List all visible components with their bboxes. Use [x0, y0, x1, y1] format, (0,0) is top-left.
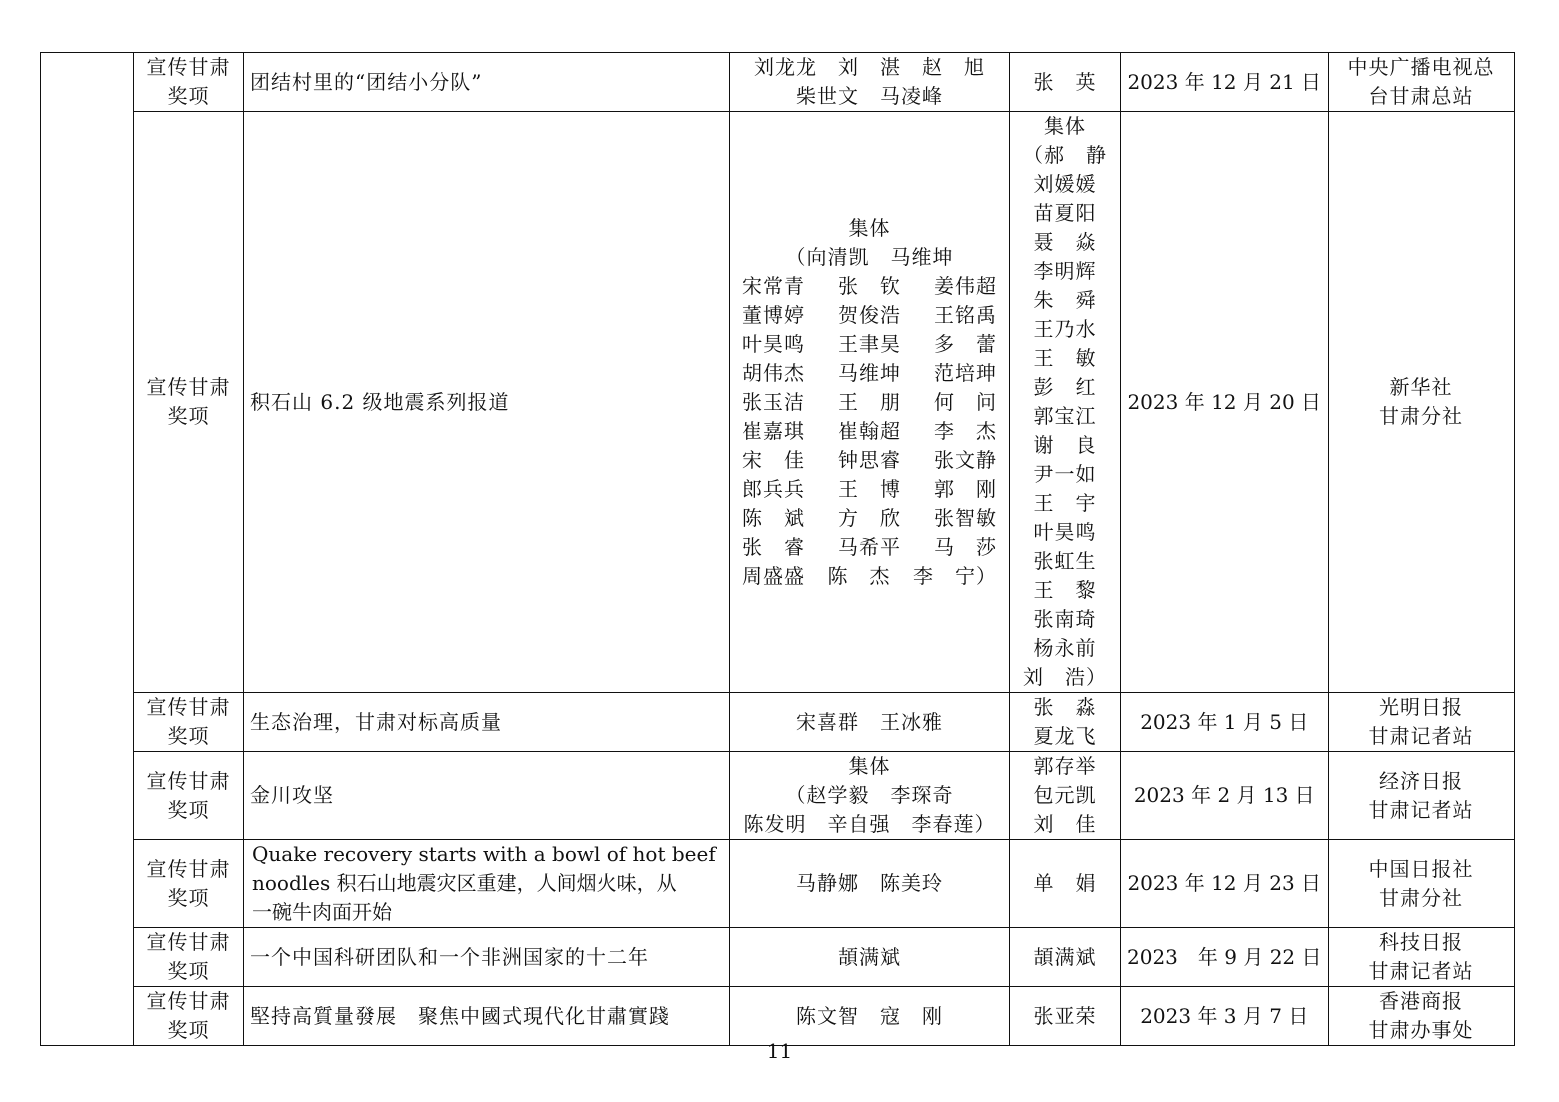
publisher-cell: 新华社 甘肃分社 — [1328, 112, 1514, 693]
publish-date: 2023 年 12 月 23 日 — [1121, 840, 1329, 928]
work-title: 生态治理，甘肃对标高质量 — [244, 693, 730, 752]
publisher-cell: 科技日报 甘肃记者站 — [1328, 928, 1514, 987]
publish-date: 2023 年 9 月 22 日 — [1121, 928, 1329, 987]
author-line: 张玉洁 王 朋 何 问 — [742, 389, 997, 414]
author-line: 郎兵兵 王 博 郭 刚 — [742, 476, 997, 501]
editor-cell: 张 英 — [1010, 53, 1121, 112]
author-line: 董博婷 贺俊浩 王铭禹 — [742, 302, 997, 327]
author-line: 周盛盛 陈 杰 李 宁） — [742, 563, 997, 588]
authors-cell: 马静娜 陈美玲 — [730, 840, 1010, 928]
work-title: 积石山 6.2 级地震系列报道 — [244, 112, 730, 693]
publish-date: 2023 年 12 月 21 日 — [1121, 53, 1329, 112]
publish-date: 2023 年 2 月 13 日 — [1121, 752, 1329, 840]
blank-first-column — [41, 53, 134, 1046]
category-cell: 宣传甘肃 奖项 — [134, 53, 244, 112]
table-row — [41, 752, 1515, 840]
publish-date: 2023 年 3 月 7 日 — [1121, 987, 1329, 1046]
editor-cell: 集体 （郝 静 刘媛媛 苗夏阳 聂 焱 李明辉 朱 舜 王乃水 王 敏 彭 红 郭宝江 谢 良 尹一如 王 宇 叶昊鸣 张虹生 王 黎 张南琦 杨永前 刘 浩） — [1010, 112, 1121, 693]
category-cell: 宣传甘肃 奖项 — [134, 987, 244, 1046]
publish-date: 2023 年 12 月 20 日 — [1121, 112, 1329, 693]
category-cell: 宣传甘肃 奖项 — [134, 112, 244, 693]
table-row — [41, 840, 1515, 928]
table-row — [41, 53, 1515, 112]
category-cell: 宣传甘肃 奖项 — [134, 693, 244, 752]
authors-cell: 陈文智 寇 刚 — [730, 987, 1010, 1046]
category-cell: 宣传甘肃 奖项 — [134, 840, 244, 928]
work-title: 堅持高質量發展 聚焦中國式現代化甘肅實踐 — [244, 987, 730, 1046]
authors-cell: 集体 （向清凯 马维坤 宋常青 张 钦 姜伟超 董博婷 贺俊浩 王铭禹 叶昊鸣 王聿昊 多 蕾 胡伟杰 马维坤 范培珅 张玉洁 王 朋 何 问 崔嘉琪 崔翰超 李 杰 宋 佳 钟思睿 张文静 郎兵兵 王 博 郭 刚 陈 斌 方 欣 张智敏 张 睿 马希平 马 莎 周盛盛 陈 杰 李 宁） — [730, 112, 1010, 693]
editor-cell: 张亚荣 — [1010, 987, 1121, 1046]
awards-table — [40, 52, 1515, 1046]
author-line: 叶昊鸣 王聿昊 多 蕾 — [742, 331, 997, 356]
table-row — [41, 693, 1515, 752]
publisher-cell: 中央广播电视总 台甘肃总站 — [1328, 53, 1514, 112]
work-title: 团结村里的“团结小分队” — [244, 53, 730, 112]
category-cell: 宣传甘肃 奖项 — [134, 752, 244, 840]
publisher-cell: 中国日报社 甘肃分社 — [1328, 840, 1514, 928]
author-line: 陈 斌 方 欣 张智敏 — [742, 505, 997, 530]
work-title: Quake recovery starts with a bowl of hot beef noodles 积石山地震灾区重建，人间烟火味，从 一碗牛肉面开始 — [244, 840, 730, 928]
author-line: 张 睿 马希平 马 莎 — [742, 534, 997, 559]
table-row — [41, 987, 1515, 1046]
category-cell: 宣传甘肃 奖项 — [134, 928, 244, 987]
table-row — [41, 112, 1515, 693]
author-line: 宋 佳 钟思睿 张文静 — [742, 447, 997, 472]
editor-cell: 頡满斌 — [1010, 928, 1121, 987]
publisher-cell: 香港商报 甘肃办事处 — [1328, 987, 1514, 1046]
author-line: 宋常青 张 钦 姜伟超 — [742, 273, 997, 298]
publisher-cell: 光明日报 甘肃记者站 — [1328, 693, 1514, 752]
editor-cell: 张 淼 夏龙飞 — [1010, 693, 1121, 752]
table-row — [41, 928, 1515, 987]
publish-date: 2023 年 1 月 5 日 — [1121, 693, 1329, 752]
authors-cell: 刘龙龙 刘 湛 赵 旭 柴世文 马凌峰 — [730, 53, 1010, 112]
author-line: 胡伟杰 马维坤 范培珅 — [742, 360, 997, 385]
authors-cell: 宋喜群 王冰雅 — [730, 693, 1010, 752]
publisher-cell: 经济日报 甘肃记者站 — [1328, 752, 1514, 840]
authors-cell: 頡满斌 — [730, 928, 1010, 987]
work-title: 金川攻坚 — [244, 752, 730, 840]
author-line: 崔嘉琪 崔翰超 李 杰 — [742, 418, 997, 443]
editor-cell: 郭存举 包元凯 刘 佳 — [1010, 752, 1121, 840]
page-number: 11 — [766, 1039, 793, 1063]
editor-cell: 单 娟 — [1010, 840, 1121, 928]
authors-cell: 集体 （赵学毅 李琛奇 陈发明 辛自强 李春莲） — [730, 752, 1010, 840]
work-title: 一个中国科研团队和一个非洲国家的十二年 — [244, 928, 730, 987]
